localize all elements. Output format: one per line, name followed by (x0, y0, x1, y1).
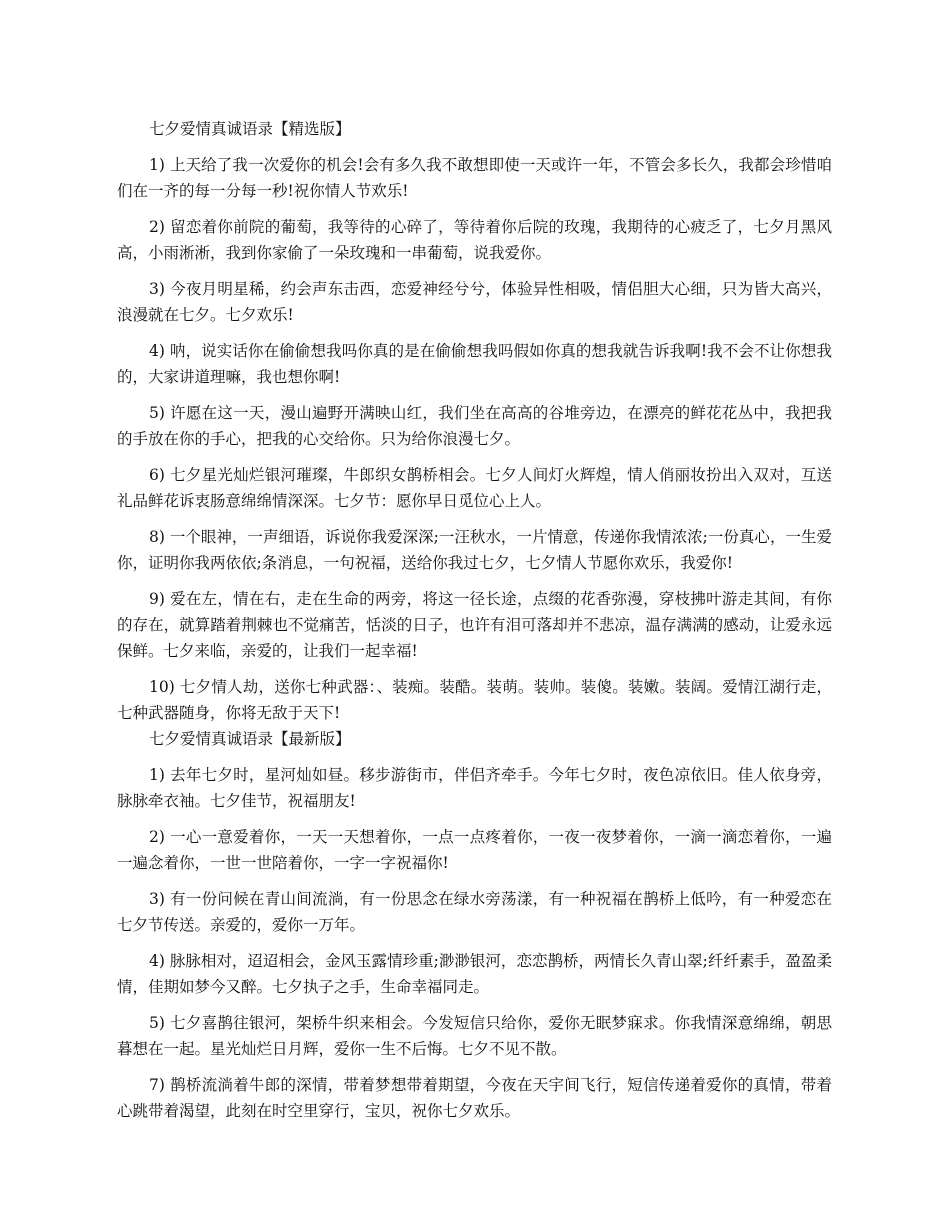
paragraph: 1) 去年七夕时，星河灿如昼。移步游街市，伴侣齐牵手。今年七夕时，夜色凉依旧。佳人依身旁，脉脉牵衣袖。七夕佳节，祝福朋友! (117, 766, 832, 810)
paragraph: 10) 七夕情人劫，送你七种武器：、装痴。装酷。装萌。装帅。装傻。装嫩。装阔。爱情江湖行走，七种武器随身，你将无敌于天下! (117, 678, 832, 722)
paragraph: 2) 一心一意爱着你，一天一天想着你，一点一点疼着你，一夜一夜梦着你，一滴一滴恋着你，一遍一遍念着你，一世一世陪着你，一字一字祝福你! (117, 828, 832, 872)
paragraph: 3) 今夜月明星稀，约会声东击西，恋爱神经兮兮，体验异性相吸，情侣胆大心细，只为皆大高兴，浪漫就在七夕。七夕欢乐! (117, 280, 832, 324)
paragraph: 9) 爱在左，情在右，走在生命的两旁，将这一径长途，点缀的花香弥漫，穿枝拂叶游走其间，有你的存在，就算踏着荆棘也不觉痛苦，恬淡的日子，也许有泪可落却并不悲凉，温存满满的感动，让爱永远保鲜。七夕来临，亲爱的，让我们一起幸福! (117, 590, 832, 660)
paragraph: 7) 鹊桥流淌着牛郎的深情，带着梦想带着期望，今夜在天宇间飞行，短信传递着爱你的真情，带着心跳带着渴望，此刻在时空里穿行，宝贝，祝你七夕欢乐。 (117, 1076, 832, 1120)
paragraph: 2) 留恋着你前院的葡萄，我等待的心碎了，等待着你后院的玫瑰，我期待的心疲乏了，七夕月黑风高，小雨淅淅，我到你家偷了一朵玫瑰和一串葡萄，说我爱你。 (117, 218, 832, 262)
paragraph: 5) 许愿在这一天，漫山遍野开满映山红，我们坐在高高的谷堆旁边，在漂亮的鲜花花丛中，我把我的手放在你的手心，把我的心交给你。只为给你浪漫七夕。 (117, 404, 832, 448)
paragraph: 6) 七夕星光灿烂银河璀璨，牛郎织女鹊桥相会。七夕人间灯火辉煌，情人俏丽妆扮出入双对，互送礼品鲜花诉衷肠意绵绵情深深。七夕节：愿你早日觅位心上人。 (117, 466, 832, 510)
paragraph: 1) 上天给了我一次爱你的机会!会有多久我不敢想即使一天或许一年，不管会多长久，我都会珍惜咱们在一齐的每一分每一秒!祝你情人节欢乐! (117, 156, 832, 200)
paragraph: 5) 七夕喜鹊往银河，架桥牛织来相会。今发短信只给你，爱你无眠梦寐求。你我情深意绵绵，朝思暮想在一起。星光灿烂日月辉，爱你一生不后悔。七夕不见不散。 (117, 1014, 832, 1058)
section-heading-latest: 七夕爱情真诚语录【最新版】 (149, 730, 351, 748)
paragraph: 4) 呐，说实话你在偷偷想我吗你真的是在偷偷想我吗假如你真的想我就告诉我啊!我不会不让你想我的，大家讲道理嘛，我也想你啊! (117, 342, 832, 386)
paragraph: 4) 脉脉相对，迢迢相会，金风玉露情珍重;渺渺银河，恋恋鹊桥，两情长久青山翠;纤纤素手，盈盈柔情，佳期如梦今又醉。七夕执子之手，生命幸福同走。 (117, 952, 832, 996)
section-heading-selected: 七夕爱情真诚语录【精选版】 (149, 120, 351, 138)
paragraph: 8) 一个眼神，一声细语，诉说你我爱深深;一汪秋水，一片情意，传递你我情浓浓;一份真心，一生爱你，证明你我两依依;条消息，一句祝福，送给你我过七夕，七夕情人节愿你欢乐，我爱你! (117, 528, 832, 572)
paragraph: 3) 有一份问候在青山间流淌，有一份思念在绿水旁荡漾，有一种祝福在鹊桥上低吟，有一种爱恋在七夕节传送。亲爱的，爱你一万年。 (117, 890, 832, 934)
